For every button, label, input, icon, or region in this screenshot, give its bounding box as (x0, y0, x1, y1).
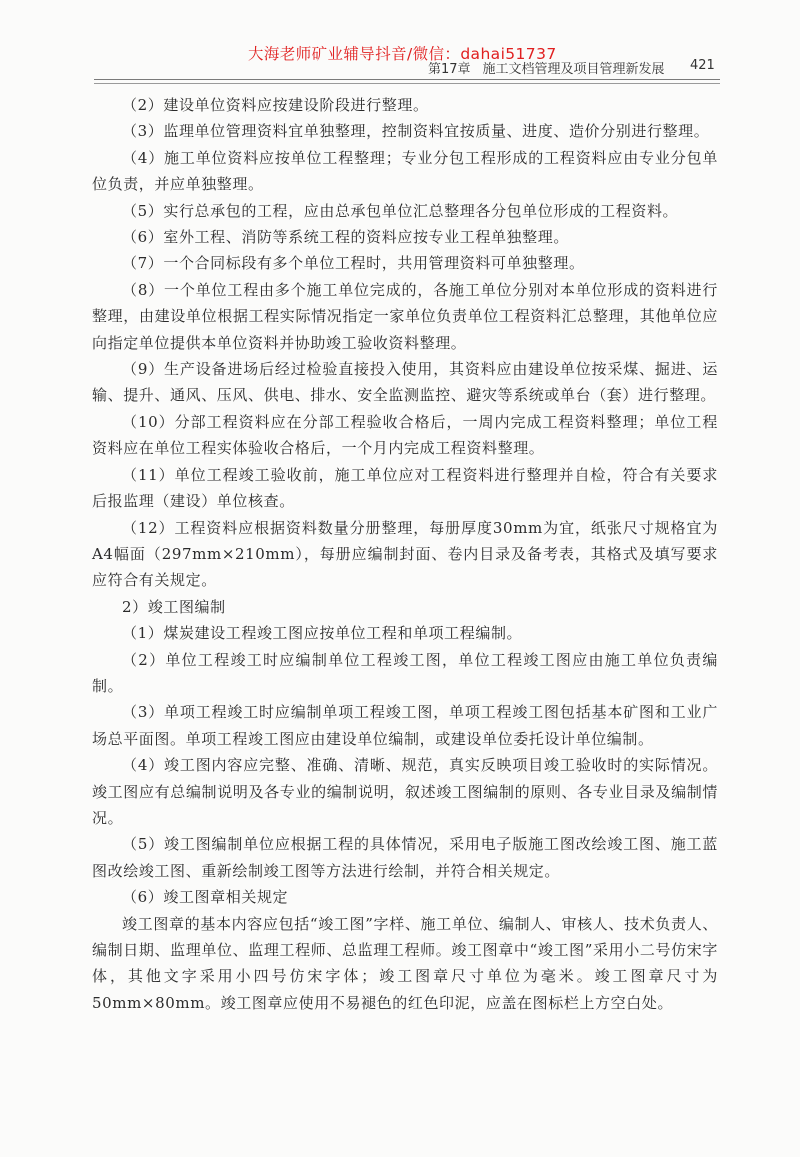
paragraph: （6）室外工程、消防等系统工程的资料应按专业工程单独整理。 (122, 228, 569, 247)
paragraph: （2）建设单位资料应按建设阶段进行整理。 (122, 96, 429, 114)
paragraph: （11）单位工程竣工验收前，施工单位应对工程资料进行整理并自检，符合有关要求后报监理（建设）单位核查。 (92, 465, 718, 511)
section-title: 施工文档管理及项目管理新发展 (482, 62, 665, 77)
header-rule-thin (94, 83, 720, 84)
chapter-label: 第17章 (428, 62, 471, 77)
paragraph: （5）竣工图编制单位应根据工程的具体情况，采用电子版施工图改绘竣工图、施工蓝图改绘竣工图、重新绘制竣工图等方法进行绘制，并符合相关规定。 (92, 835, 718, 880)
paragraph: （1）煤炭建设工程竣工图应按单位工程和单项工程编制。 (122, 624, 523, 643)
paragraph: （5）实行总承包的工程，应由总承包单位汇总整理各分包单位形成的工程资料。 (122, 201, 679, 220)
paragraph: （2）单位工程竣工时应编制单位工程竣工图，单位工程竣工图应由施工单位负责编制。 (92, 650, 718, 695)
paragraph: （12）工程资料应根据资料数量分册整理，每册厚度30mm为宜，纸张尺寸规格宜为A4幅面（297mm×210mm），每册应编制封面、卷内目录及备考表，其格式及填写要求应符合有关规定。 (92, 518, 718, 590)
page-number: 421 (690, 58, 715, 73)
paragraph: （3）单项工程竣工时应编制单项工程竣工图，单项工程竣工图包括基本矿图和工业广场总平面图。单项工程竣工图应由建设单位编制，或建设单位委托设计单位编制。 (92, 703, 718, 748)
subsection-heading: （6）竣工图章相关规定 (122, 888, 289, 907)
paragraph: （4）竣工图内容应完整、准确、清晰、规范，真实反映项目竣工验收时的实际情况。竣工图应有总编制说明及各专业的编制说明，叙述竣工图编制的原则、各专业目录及编制情况。 (92, 756, 718, 827)
paragraph: （3）监理单位管理资料宜单独整理，控制资料宜按质量、进度、造价分别进行整理。 (122, 122, 710, 141)
paragraph: （4）施工单位资料应按单位工程整理；专业分包工程形成的工程资料应由专业分包单位负责，并应单独整理。 (92, 148, 718, 194)
paragraph: （8）一个单位工程由多个施工单位完成的，各施工单位分别对本单位形成的资料进行整理，由建设单位根据工程实际情况指定一家单位负责单位工程资料汇总整理，其他单位应向指定单位提供本单位资料并协助竣工验收资料整理。 (92, 280, 718, 352)
paragraph: 竣工图章的基本内容应包括“竣工图”字样、施工单位、编制人、审核人、技术负责人、编制日期、监理单位、监理工程师、总监理工程师。竣工图章中“竣工图”采用小二号仿宋字体，其他文字采用小四号仿宋字体；竣工图章尺寸单位为毫米。竣工图章尺寸为50mm×80mm。竣工图章应使用不易褪色的红色印泥，应盖在图标栏上方空白处。 (92, 914, 718, 1012)
page-body (92, 92, 718, 1016)
header-rule (94, 79, 720, 80)
paragraph: （10）分部工程资料应在分部工程验收合格后，一周内完成工程资料整理；单位工程资料应在单位工程实体验收合格后，一个月内完成工程资料整理。 (92, 412, 718, 458)
section-heading: 2）竣工图编制 (122, 597, 226, 616)
paragraph: （9）生产设备进场后经过检验直接投入使用，其资料应由建设单位按采煤、掘进、运输、提升、通风、压风、供电、排水、安全监测监控、避灾等系统或单台（套）进行整理。 (92, 360, 718, 405)
paragraph: （7）一个合同标段有多个单位工程时，共用管理资料可单独整理。 (122, 254, 585, 273)
running-head (428, 58, 665, 77)
watermark-text: 大海老师矿业辅导抖音/微信：dahai51737 (248, 45, 557, 63)
